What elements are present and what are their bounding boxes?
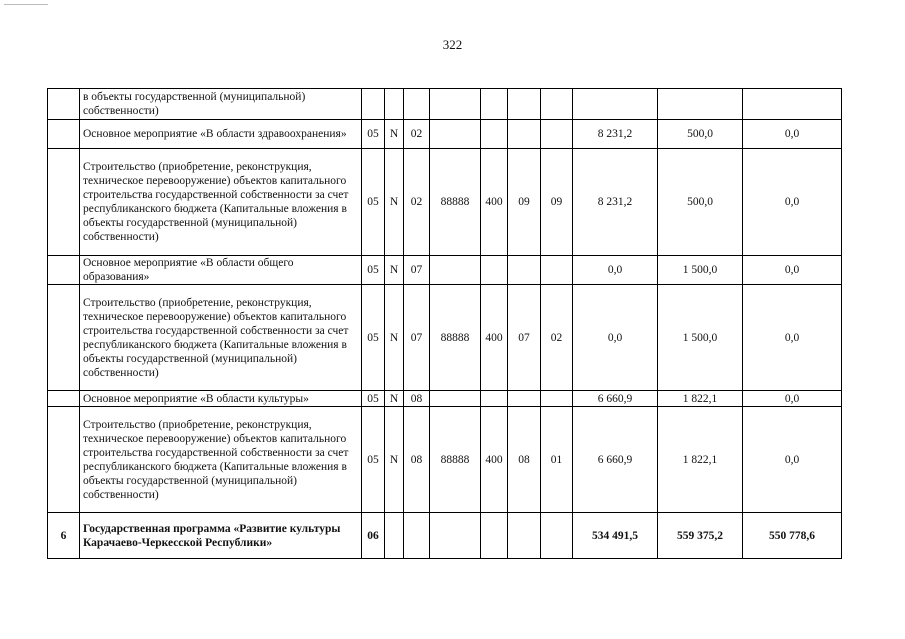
table-row [48,391,842,407]
code-program: 05 [362,256,385,285]
code-target: 88888 [430,285,481,391]
code-subsection [541,89,573,120]
code-section [508,391,541,407]
table-row [48,407,842,513]
table-row [48,89,842,120]
code-direction: N [385,391,404,407]
table-row-program-total [48,513,842,559]
code-direction: N [385,149,404,256]
amount-year-2: 500,0 [658,149,743,256]
amount-year-3: 0,0 [743,391,842,407]
amount-year-2: 559 375,2 [658,513,743,559]
row-number [48,285,80,391]
code-subsection: 01 [541,407,573,513]
row-number [48,256,80,285]
amount-year-2 [658,89,743,120]
amount-year-1: 534 491,5 [573,513,658,559]
row-number [48,149,80,256]
amount-year-3: 0,0 [743,256,842,285]
amount-year-1: 0,0 [573,285,658,391]
code-target [430,391,481,407]
amount-year-1: 6 660,9 [573,407,658,513]
code-section [508,256,541,285]
row-number [48,120,80,149]
row-description: Основное мероприятие «В области общего образования» [80,256,362,285]
code-direction: N [385,407,404,513]
code-event [404,89,430,120]
row-number [48,391,80,407]
code-expense-type [481,120,508,149]
code-subsection [541,391,573,407]
code-section [508,120,541,149]
budget-table [47,88,842,559]
code-program: 05 [362,120,385,149]
code-direction [385,89,404,120]
amount-year-1 [573,89,658,120]
amount-year-2: 1 822,1 [658,391,743,407]
table-row [48,120,842,149]
code-expense-type [481,391,508,407]
code-target [430,120,481,149]
amount-year-1: 6 660,9 [573,391,658,407]
code-direction: N [385,285,404,391]
code-direction: N [385,256,404,285]
code-event: 02 [404,149,430,256]
code-expense-type: 400 [481,149,508,256]
code-direction [385,513,404,559]
amount-year-3 [743,89,842,120]
table-row [48,149,842,256]
table-row [48,256,842,285]
amount-year-2: 1 500,0 [658,285,743,391]
code-expense-type [481,256,508,285]
code-event: 08 [404,391,430,407]
amount-year-2: 1 500,0 [658,256,743,285]
code-section [508,513,541,559]
code-event: 07 [404,285,430,391]
code-event: 08 [404,407,430,513]
row-description: Основное мероприятие «В области культуры» [80,391,362,407]
code-section: 07 [508,285,541,391]
row-description: Государственная программа «Развитие культуры Карачаево-Черкесской Республики» [80,513,362,559]
row-description: в объекты государственной (муниципальной) собственности) [80,89,362,120]
amount-year-1: 8 231,2 [573,149,658,256]
row-description: Строительство (приобретение, реконструкция, техническое перевооружение) объектов капитального строительства государственной собственности за счет республиканского бюджета (Капитальные вложения в объекты государственной (муниципальной) собственности) [80,149,362,256]
code-target [430,256,481,285]
amount-year-2: 1 822,1 [658,407,743,513]
amount-year-3: 0,0 [743,285,842,391]
code-subsection [541,256,573,285]
amount-year-3: 0,0 [743,120,842,149]
amount-year-1: 0,0 [573,256,658,285]
code-expense-type: 400 [481,285,508,391]
code-expense-type: 400 [481,407,508,513]
code-subsection [541,120,573,149]
code-target: 88888 [430,407,481,513]
amount-year-2: 500,0 [658,120,743,149]
amount-year-1: 8 231,2 [573,120,658,149]
row-number [48,89,80,120]
page-number: 322 [442,37,463,52]
code-section: 08 [508,407,541,513]
code-target [430,513,481,559]
code-program [362,89,385,120]
code-section: 09 [508,149,541,256]
table-row [48,285,842,391]
row-description: Основное мероприятие «В области здравоохранения» [80,120,362,149]
code-expense-type [481,89,508,120]
row-description: Строительство (приобретение, реконструкция, техническое перевооружение) объектов капитального строительства государственной собственности за счет республиканского бюджета (Капитальные вложения в объекты государственной (муниципальной) собственности) [80,285,362,391]
code-program: 05 [362,407,385,513]
amount-year-3: 0,0 [743,407,842,513]
amount-year-3: 550 778,6 [743,513,842,559]
code-event: 02 [404,120,430,149]
code-section [508,89,541,120]
scan-artifact [4,4,48,5]
code-target [430,89,481,120]
row-description: Строительство (приобретение, реконструкция, техническое перевооружение) объектов капитального строительства государственной собственности за счет республиканского бюджета (Капитальные вложения в объекты государственной (муниципальной) собственности) [80,407,362,513]
code-program: 05 [362,285,385,391]
code-subsection [541,513,573,559]
code-target: 88888 [430,149,481,256]
code-subsection: 09 [541,149,573,256]
code-program: 05 [362,391,385,407]
code-expense-type [481,513,508,559]
amount-year-3: 0,0 [743,149,842,256]
code-program: 06 [362,513,385,559]
row-number [48,407,80,513]
row-number: 6 [48,513,80,559]
code-subsection: 02 [541,285,573,391]
code-event [404,513,430,559]
code-program: 05 [362,149,385,256]
code-direction: N [385,120,404,149]
code-event: 07 [404,256,430,285]
